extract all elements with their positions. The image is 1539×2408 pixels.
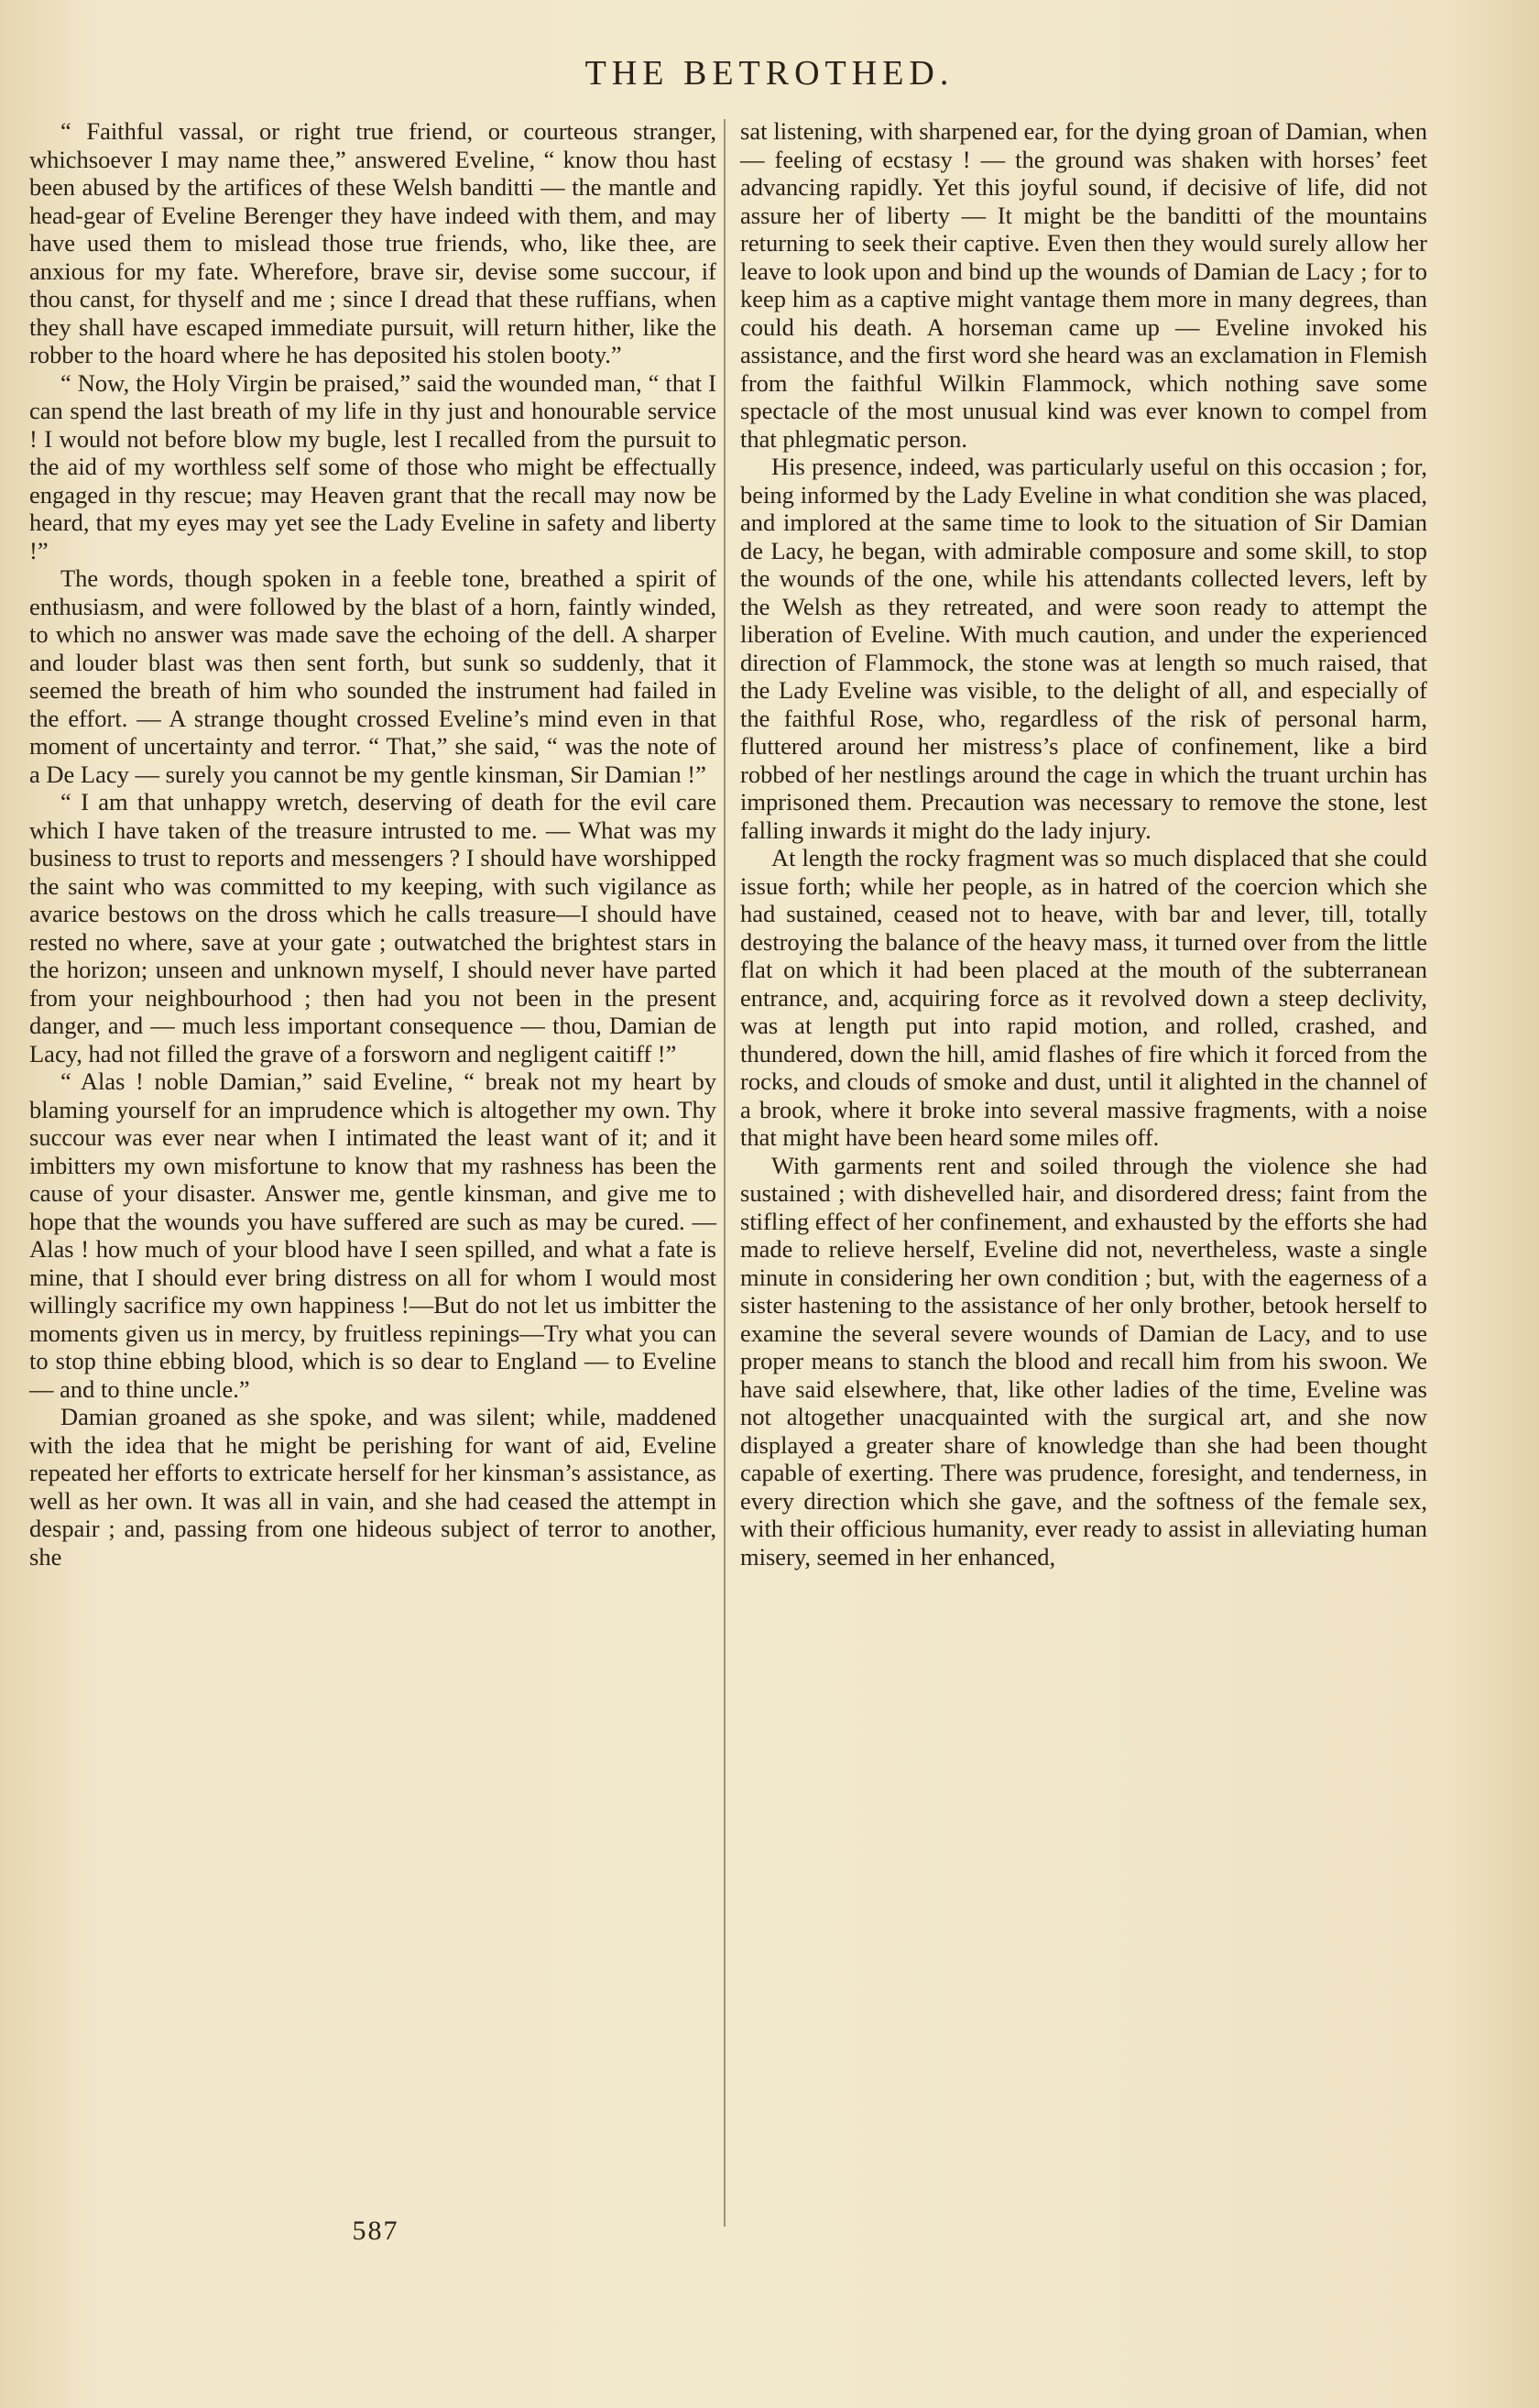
paragraph: “ Now, the Holy Virgin be praised,” said the wounded man, “ that I can spend the last breath of my life in thy just and honourable service ! I would not before blow my bugle, lest I recalled from the pursuit to the aid of my worthless self some of those who might be effectually engaged in thy rescue; may Heaven grant that the recall may now be heard, that my eyes may yet see the Lady Eveline in safety and liberty !”	[29, 368, 716, 564]
paragraph: “ Alas ! noble Damian,” said Eveline, “ break not my heart by blaming yourself for an imprudence which is altogether my own. Thy succour was ever near when I intimated the least want of it; and it imbitters my own misfortune to know that my rashness has been the cause of your disaster. Answer me, gentle kinsman, and give me to hope that the wounds you have suffered are such as may be cured. — Alas ! how much of your blood have I seen spilled, and what a fate is mine, that I should ever bring distress on all for whom I would most willingly sacrifice my own happiness !—But do not let us imbitter the moments given us in mercy, by fruitless repinings—Try what you can to stop thine ebbing blood, which is so dear to England — to Eveline — and to thine uncle.”	[29, 1067, 716, 1403]
left-column	[29, 117, 716, 1571]
paragraph: With garments rent and soiled through the violence she had sustained ; with dishevelled hair, and disordered dress; faint from the stifling effect of her confinement, and exhausted by the efforts she had made to relieve herself, Eveline did not, nevertheless, waste a single minute in considering her own condition ; but, with the eagerness of a sister hastening to the assistance of her only brother, betook herself to examine the several severe wounds of Damian de Lacy, and to use proper means to stanch the blood and recall him from his swoon. We have said elsewhere, that, like other ladies of the time, Eveline was not altogether unacquainted with the surgical art, and she now displayed a greater share of knowledge than she had been thought capable of exerting. There was prudence, foresight, and tenderness, in every direction which she gave, and the softness of the female sex, with their officious humanity, ever ready to assist in alleviating human misery, seemed in her enhanced,	[740, 1151, 1427, 1571]
column-rule	[724, 119, 726, 2227]
paragraph: At length the rocky fragment was so much displaced that she could issue forth; while her people, as in hatred of the coercion which she had sustained, ceased not to heave, with bar and lever, till, totally destroying the balance of the heavy mass, it turned over from the little flat on which it had been placed at the mouth of the subterranean entrance, and, acquiring force as it revolved down a steep declivity, was at length put into rapid motion, and rolled, crashed, and thundered, down the hill, amid flashes of fire which it forced from the rocks, and clouds of smoke and dust, until it alighted in the channel of a brook, where it broke into several massive fragments, with a noise that might have been heard some miles off.	[740, 844, 1427, 1151]
paragraph: His presence, indeed, was particularly useful on this occasion ; for, being informed by the Lady Eveline in what condition she was placed, and implored at the same time to look to the situation of Sir Damian de Lacy, he began, with admirable composure and some skill, to stop the wounds of the one, while his attendants collected levers, left by the Welsh as they retreated, and were soon ready to attempt the liberation of Eveline. With much caution, and under the experienced direction of Flammock, the stone was at length so much raised, that the Lady Eveline was visible, to the delight of all, and especially of the faithful Rose, who, regardless of the risk of personal harm, fluttered around her mistress’s place of confinement, like a bird robbed of her nestlings around the cage in which the truant urchin has imprisoned them. Precaution was necessary to remove the stone, lest falling inwards it might do the lady injury.	[740, 453, 1427, 844]
page-number: 587	[352, 2216, 399, 2246]
running-title: THE BETROTHED.	[584, 54, 955, 93]
paragraph: “ I am that unhappy wretch, deserving of death for the evil care which I have taken of the treasure intrusted to me. — What was my business to trust to reports and messengers ? I should have worshipped the saint who was committed to my keeping, with such vigilance as avarice bestows on the dross which he calls treasure—I should have rested no where, save at your gate ; outwatched the brightest stars in the horizon; unseen and unknown myself, I should never have parted from your neighbourhood ; then had you not been in the present danger, and — much less important consequence — thou, Damian de Lacy, had not filled the grave of a forsworn and negligent caitiff !”	[29, 788, 716, 1067]
paragraph: sat listening, with sharpened ear, for the dying groan of Damian, when — feeling of ecstasy ! — the ground was shaken with horses’ feet advancing rapidly. Yet this joyful sound, if decisive of life, did not assure her of liberty — It might be the banditti of the mountains returning to seek their captive. Even then they would surely allow her leave to look upon and bind up the wounds of Damian de Lacy ; for to keep him as a captive might vantage them more in many degrees, than could his death. A horseman came up — Eveline invoked his assistance, and the first word she heard was an exclamation in Flemish from the faithful Wilkin Flammock, which nothing save some spectacle of the most unusual kind was ever known to compel from that phlegmatic person.	[740, 117, 1427, 453]
paragraph: The words, though spoken in a feeble tone, breathed a spirit of enthusiasm, and were followed by the blast of a horn, faintly winded, to which no answer was made save the echoing of the dell. A sharper and louder blast was then sent forth, but sunk so suddenly, that it seemed the breath of him who sounded the instrument had failed in the effort. — A strange thought crossed Eveline’s mind even in that moment of uncertainty and terror. “ That,” she said, “ was the note of a De Lacy — surely you cannot be my gentle kinsman, Sir Damian !”	[29, 564, 716, 788]
paragraph: Damian groaned as she spoke, and was silent; while, maddened with the idea that he might be perishing for want of aid, Eveline repeated her efforts to extricate herself for her kinsman’s assistance, as well as her own. It was all in vain, and she had ceased the attempt in despair ; and, passing from one hideous subject of terror to another, she	[29, 1403, 716, 1571]
paragraph: “ Faithful vassal, or right true friend, or courteous stranger, whichsoever I may name thee,” answered Eveline, “ know thou hast been abused by the artifices of these Welsh banditti — the mantle and head-gear of Eveline Berenger they have indeed with them, and may have used them to mislead those true friends, who, like thee, are anxious for my fate. Wherefore, brave sir, devise some succour, if thou canst, for thyself and me ; since I dread that these ruffians, when they shall have escaped immediate pursuit, will return hither, like the robber to the hoard where he has deposited his stolen booty.”	[29, 117, 716, 368]
right-column	[740, 117, 1427, 1571]
